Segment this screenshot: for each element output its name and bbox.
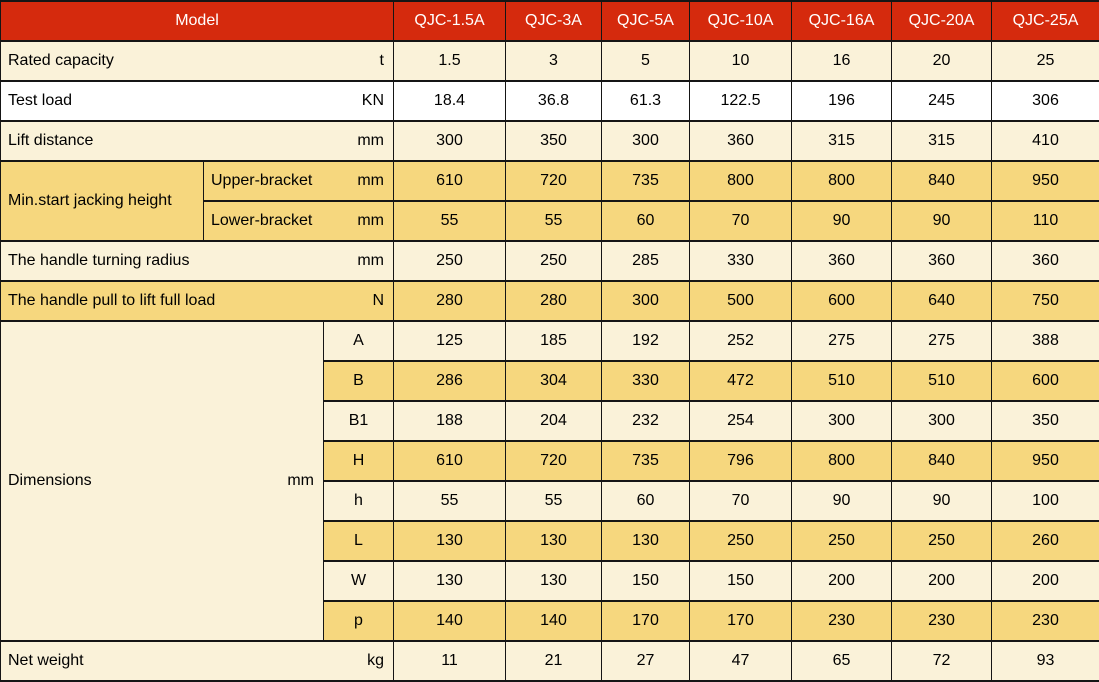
row-handle-turning-radius xyxy=(1,241,1099,281)
row-rated-capacity xyxy=(1,41,1099,81)
value-cell: 130 xyxy=(602,521,690,561)
row-label: Rated capacity xyxy=(8,52,114,69)
value-cell: 300 xyxy=(602,281,690,321)
column-header-model-5: QJC-16A xyxy=(792,1,892,41)
model-header-cell: Model xyxy=(1,1,394,41)
value-cell: 20 xyxy=(892,41,992,81)
value-cell: 90 xyxy=(792,481,892,521)
value-cell: 70 xyxy=(690,201,792,241)
value-cell: 285 xyxy=(602,241,690,281)
value-cell: 360 xyxy=(690,121,792,161)
value-cell: 245 xyxy=(892,81,992,121)
value-cell: 750 xyxy=(992,281,1099,321)
value-cell: 330 xyxy=(602,361,690,401)
sub-row-unit: mm xyxy=(357,212,384,229)
row-handle-pull-full-load xyxy=(1,281,1099,321)
value-cell: 21 xyxy=(506,641,602,681)
value-cell: 72 xyxy=(892,641,992,681)
column-header-model-4: QJC-10A xyxy=(690,1,792,41)
value-cell: 90 xyxy=(892,481,992,521)
value-cell: 250 xyxy=(892,521,992,561)
value-cell: 350 xyxy=(506,121,602,161)
value-cell: 140 xyxy=(394,601,506,641)
value-cell: 36.8 xyxy=(506,81,602,121)
value-cell: 300 xyxy=(892,401,992,441)
row-label: Net weight xyxy=(8,652,84,669)
column-header-model-3: QJC-5A xyxy=(602,1,690,41)
row-test-load xyxy=(1,81,1099,121)
value-cell: 252 xyxy=(690,321,792,361)
row-label: The handle pull to lift full load xyxy=(8,292,216,309)
value-cell: 130 xyxy=(506,561,602,601)
row-unit: mm xyxy=(287,472,314,489)
value-cell: 11 xyxy=(394,641,506,681)
value-cell: 55 xyxy=(506,201,602,241)
value-cell: 140 xyxy=(506,601,602,641)
value-cell: 27 xyxy=(602,641,690,681)
value-cell: 510 xyxy=(792,361,892,401)
handle-pull-label-cell xyxy=(1,281,394,321)
value-cell: 300 xyxy=(792,401,892,441)
value-cell: 250 xyxy=(506,241,602,281)
value-cell: 950 xyxy=(992,161,1099,201)
row-lift-distance xyxy=(1,121,1099,161)
value-cell: 950 xyxy=(992,441,1099,481)
value-cell: 840 xyxy=(892,161,992,201)
value-cell: 185 xyxy=(506,321,602,361)
value-cell: 25 xyxy=(992,41,1099,81)
row-unit: KN xyxy=(361,92,384,109)
value-cell: 60 xyxy=(602,201,690,241)
row-unit: t xyxy=(379,52,384,69)
column-header-model-7: QJC-25A xyxy=(992,1,1099,41)
value-cell: 640 xyxy=(892,281,992,321)
value-cell: 130 xyxy=(506,521,602,561)
value-cell: 280 xyxy=(394,281,506,321)
value-cell: 300 xyxy=(394,121,506,161)
value-cell: 330 xyxy=(690,241,792,281)
value-cell: 200 xyxy=(892,561,992,601)
value-cell: 280 xyxy=(506,281,602,321)
value-cell: 125 xyxy=(394,321,506,361)
row-dimension-a xyxy=(1,321,1099,361)
value-cell: 286 xyxy=(394,361,506,401)
value-cell: 188 xyxy=(394,401,506,441)
value-cell: 306 xyxy=(992,81,1099,121)
row-unit: mm xyxy=(357,252,384,269)
value-cell: 600 xyxy=(792,281,892,321)
value-cell: 196 xyxy=(792,81,892,121)
column-header-model-6: QJC-20A xyxy=(892,1,992,41)
value-cell: 18.4 xyxy=(394,81,506,121)
value-cell: 360 xyxy=(792,241,892,281)
row-label: The handle turning radius xyxy=(8,252,190,269)
lift-distance-label-cell xyxy=(1,121,394,161)
value-cell: 254 xyxy=(690,401,792,441)
value-cell: 720 xyxy=(506,441,602,481)
sub-row-label: Lower-bracket xyxy=(211,212,313,229)
value-cell: 735 xyxy=(602,161,690,201)
value-cell: 60 xyxy=(602,481,690,521)
row-label: Dimensions xyxy=(8,472,92,489)
row-net-weight xyxy=(1,641,1099,681)
value-cell: 90 xyxy=(792,201,892,241)
value-cell: 204 xyxy=(506,401,602,441)
value-cell: 90 xyxy=(892,201,992,241)
value-cell: 122.5 xyxy=(690,81,792,121)
value-cell: 16 xyxy=(792,41,892,81)
dimension-name-cell: W xyxy=(324,561,394,601)
value-cell: 796 xyxy=(690,441,792,481)
row-unit: N xyxy=(372,292,384,309)
value-cell: 200 xyxy=(792,561,892,601)
handle-turning-radius-label-cell xyxy=(1,241,394,281)
value-cell: 110 xyxy=(992,201,1099,241)
sub-row-unit: mm xyxy=(357,172,384,189)
value-cell: 800 xyxy=(690,161,792,201)
row-unit: mm xyxy=(357,132,384,149)
value-cell: 360 xyxy=(892,241,992,281)
value-cell: 230 xyxy=(792,601,892,641)
value-cell: 304 xyxy=(506,361,602,401)
row-unit: kg xyxy=(367,652,384,669)
value-cell: 610 xyxy=(394,441,506,481)
lower-bracket-label-cell xyxy=(204,201,394,241)
value-cell: 410 xyxy=(992,121,1099,161)
value-cell: 500 xyxy=(690,281,792,321)
value-cell: 93 xyxy=(992,641,1099,681)
value-cell: 800 xyxy=(792,161,892,201)
dimension-name-cell: L xyxy=(324,521,394,561)
value-cell: 600 xyxy=(992,361,1099,401)
value-cell: 70 xyxy=(690,481,792,521)
min-start-jacking-height-label-cell: Min.start jacking height xyxy=(1,161,204,241)
dimension-name-cell: B1 xyxy=(324,401,394,441)
value-cell: 230 xyxy=(992,601,1099,641)
value-cell: 275 xyxy=(792,321,892,361)
upper-bracket-label-cell xyxy=(204,161,394,201)
value-cell: 720 xyxy=(506,161,602,201)
column-header-model-1: QJC-1.5A xyxy=(394,1,506,41)
value-cell: 350 xyxy=(992,401,1099,441)
value-cell: 388 xyxy=(992,321,1099,361)
value-cell: 250 xyxy=(690,521,792,561)
dimension-name-cell: h xyxy=(324,481,394,521)
row-label: Test load xyxy=(8,92,73,109)
value-cell: 735 xyxy=(602,441,690,481)
value-cell: 170 xyxy=(602,601,690,641)
test-load-label-cell xyxy=(1,81,394,121)
value-cell: 192 xyxy=(602,321,690,361)
dimension-name-cell: p xyxy=(324,601,394,641)
value-cell: 260 xyxy=(992,521,1099,561)
sub-row-label: Upper-bracket xyxy=(211,172,313,189)
value-cell: 55 xyxy=(394,201,506,241)
value-cell: 130 xyxy=(394,561,506,601)
rated-capacity-label-cell xyxy=(1,41,394,81)
value-cell: 1.5 xyxy=(394,41,506,81)
dimensions-label-cell xyxy=(1,321,324,641)
value-cell: 55 xyxy=(394,481,506,521)
column-header-model-2: QJC-3A xyxy=(506,1,602,41)
dimension-name-cell: A xyxy=(324,321,394,361)
value-cell: 610 xyxy=(394,161,506,201)
dimension-name-cell: B xyxy=(324,361,394,401)
value-cell: 150 xyxy=(602,561,690,601)
value-cell: 250 xyxy=(792,521,892,561)
value-cell: 170 xyxy=(690,601,792,641)
value-cell: 300 xyxy=(602,121,690,161)
value-cell: 47 xyxy=(690,641,792,681)
value-cell: 55 xyxy=(506,481,602,521)
value-cell: 200 xyxy=(992,561,1099,601)
row-label: Lift distance xyxy=(8,132,94,149)
value-cell: 360 xyxy=(992,241,1099,281)
value-cell: 275 xyxy=(892,321,992,361)
value-cell: 65 xyxy=(792,641,892,681)
value-cell: 800 xyxy=(792,441,892,481)
header-row xyxy=(1,1,1099,41)
value-cell: 510 xyxy=(892,361,992,401)
value-cell: 840 xyxy=(892,441,992,481)
value-cell: 150 xyxy=(690,561,792,601)
value-cell: 315 xyxy=(792,121,892,161)
value-cell: 130 xyxy=(394,521,506,561)
value-cell: 232 xyxy=(602,401,690,441)
value-cell: 250 xyxy=(394,241,506,281)
value-cell: 5 xyxy=(602,41,690,81)
value-cell: 230 xyxy=(892,601,992,641)
dimension-name-cell: H xyxy=(324,441,394,481)
value-cell: 100 xyxy=(992,481,1099,521)
row-upper-bracket xyxy=(1,161,1099,201)
value-cell: 315 xyxy=(892,121,992,161)
value-cell: 472 xyxy=(690,361,792,401)
net-weight-label-cell xyxy=(1,641,394,681)
value-cell: 3 xyxy=(506,41,602,81)
value-cell: 10 xyxy=(690,41,792,81)
value-cell: 61.3 xyxy=(602,81,690,121)
